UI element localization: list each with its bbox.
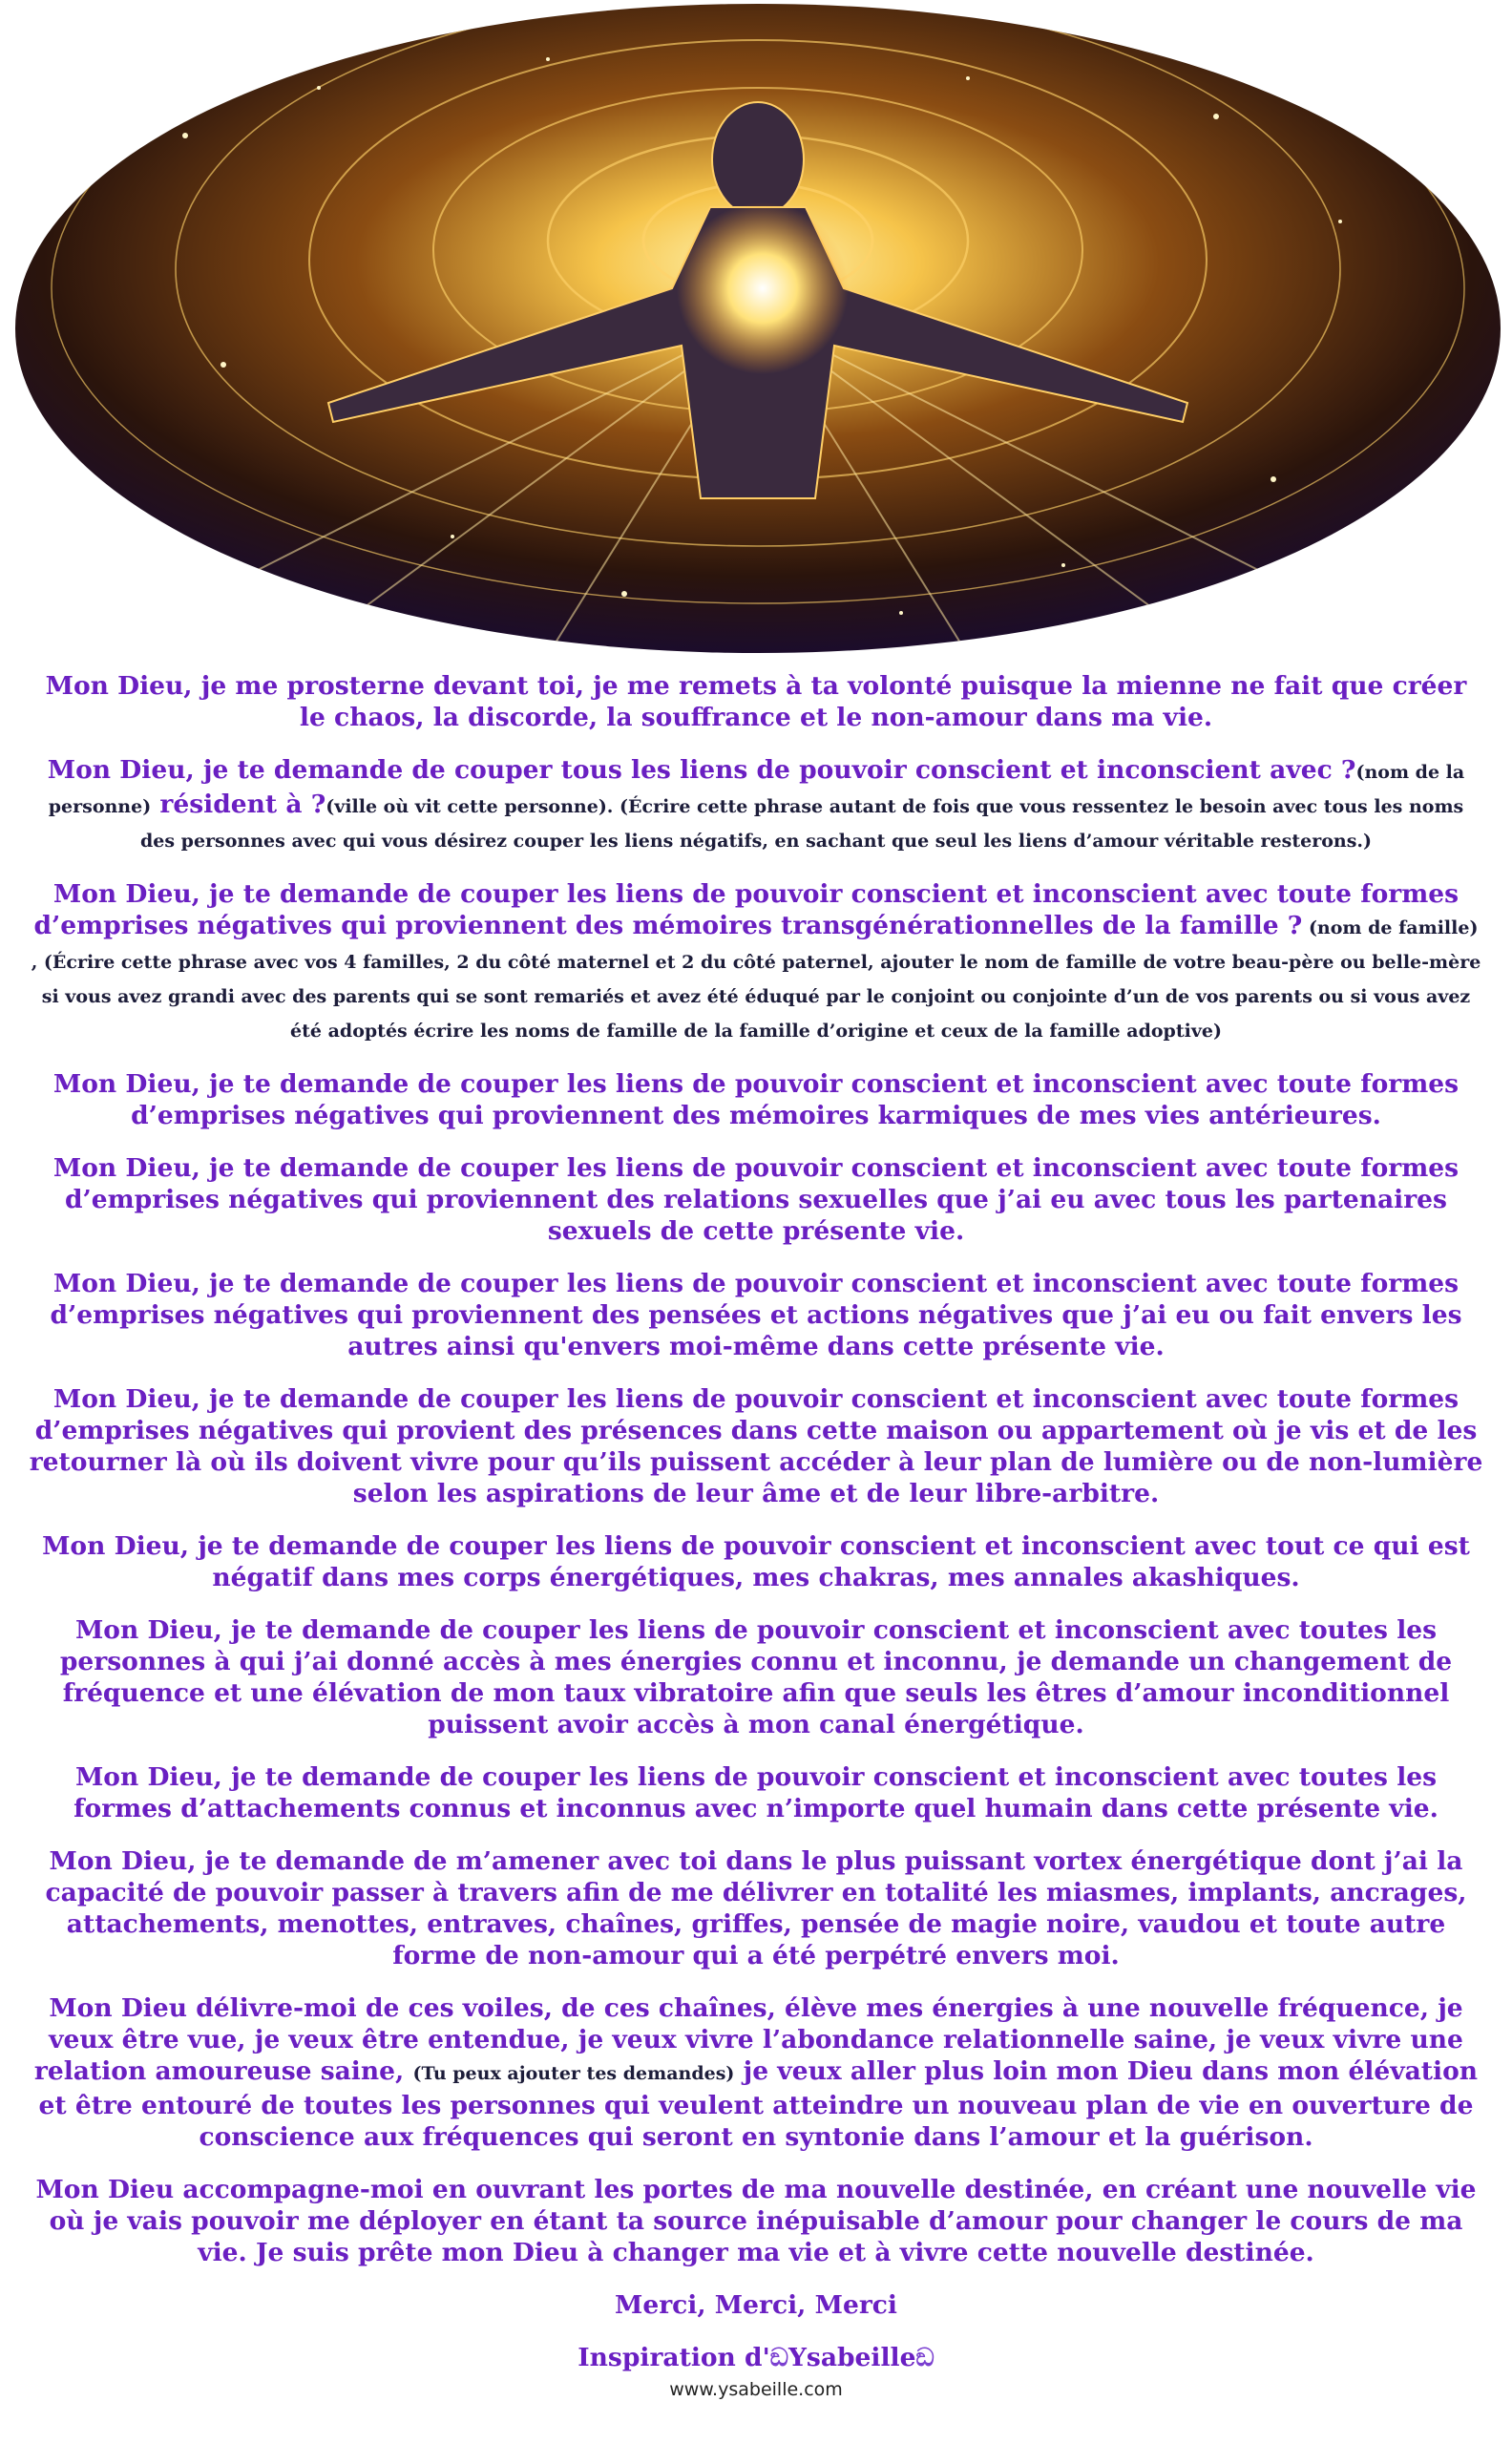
- paragraph-access: [29, 1614, 1483, 1740]
- paragraph-thoughts: [29, 1268, 1483, 1362]
- paragraph-note: (Tu peux ajouter tes demandes): [412, 2063, 735, 2084]
- website: [29, 2374, 1483, 2406]
- paragraph-person-ties: [29, 754, 1483, 857]
- swirl-icon: ඞ: [915, 2344, 934, 2372]
- signature-prefix: Inspiration d': [578, 2343, 770, 2372]
- paragraph-text: Mon Dieu délivre-moi de ces voiles, de ces chaînes, élève mes énergies à une nouvelle fréquence, je veux être vue, je veux être entendue, je veux vivre l’abondance relationnelle saine, je veux vivre une relation amoureuse saine,: [33, 1993, 1463, 2086]
- paragraph-text: je veux aller plus loin mon Dieu dans mon élévation et être entouré de toutes les personnes qui veulent atteindre un nouveau plan de vie en ouverture de conscience aux fréquences qui seront en syntonie dans l’amour et la guérison.: [38, 2056, 1479, 2152]
- website-url: www.ysabeille.com: [669, 2379, 843, 2400]
- paragraph-deliverance: [29, 1992, 1483, 2153]
- signature: [29, 2342, 1483, 2374]
- hero-image: [13, 2, 1502, 655]
- paragraph-text: Mon Dieu, je me prosterne devant toi, je me remets à ta volonté puisque la mienne ne fait que créer le chaos, la discorde, la souffrance et le non-amour dans ma vie.: [45, 671, 1467, 732]
- paragraph-text: Mon Dieu, je te demande de couper les liens de pouvoir conscient et inconscient avec toutes les personnes à qui j’ai donné accès à mes énergies connu et inconnu, je demande un changement de fréquence et une élévation de mon taux vibratoire afin que seuls les êtres d’amour inconditionnel puissent avoir accès à mon canal énergétique.: [59, 1615, 1453, 1739]
- paragraph-text: résident à ?: [151, 790, 326, 819]
- paragraph-text: Mon Dieu, je te demande de couper les liens de pouvoir conscient et inconscient avec tout ce qui est négatif dans mes corps énergétiques, mes chakras, mes annales akashiques.: [42, 1531, 1470, 1592]
- paragraph-text: Mon Dieu, je te demande de couper les liens de pouvoir conscient et inconscient avec toute formes d’emprises négatives qui proviennent des pensées et actions négatives que j’ai eu ou fait envers les autres ainsi qu'envers moi-même dans cette présente vie.: [50, 1269, 1462, 1361]
- prayer-text: [29, 670, 1483, 2427]
- paragraph-attachments: [29, 1761, 1483, 1824]
- paragraph-energy-bodies: [29, 1530, 1483, 1593]
- paragraph-text: Mon Dieu, je te demande de couper les liens de pouvoir conscient et inconscient avec toute formes d’emprises négatives qui proviennent des mémoires karmiques de mes vies antérieures.: [52, 1069, 1460, 1130]
- paragraph-partners: [29, 1152, 1483, 1247]
- thanks-text: Merci, Merci, Merci: [615, 2290, 897, 2320]
- paragraph-presences: [29, 1383, 1483, 1509]
- paragraph-text: Mon Dieu accompagne-moi en ouvrant les portes de ma nouvelle destinée, en créant une nouvelle vie où je vais pouvoir me déployer en étant ta source inépuisable d’amour pour changer le cours de ma vie. Je suis prête mon Dieu à changer ma vie et à vivre cette nouvelle destinée.: [35, 2175, 1477, 2267]
- paragraph-note: (ville où vit cette personne). (Écrire cette phrase autant de fois que vous ressentez le besoin avec tous les noms des personnes avec qui vous désirez couper les liens négatifs, en sachant que seul les liens d’amour véritable resterons.): [139, 796, 1464, 852]
- paragraph-text: Mon Dieu, je te demande de couper les liens de pouvoir conscient et inconscient avec toute formes d’emprises négatives qui proviennent des mémoires transgénérationnelles de la famille ?: [33, 879, 1460, 940]
- thanks-line: [29, 2289, 1483, 2321]
- paragraph-destiny: [29, 2174, 1483, 2268]
- paragraph-note: (nom de famille) , (Écrire cette phrase avec vos 4 familles, 2 du côté maternel et 2 du côté paternel, ajouter le nom de famille de votre beau-père ou belle-mère si vous avez grandi avec des parents qui se sont remariés et avez été éduqué par le conjoint ou conjointe d’un de vos parents ou si vous avez été adoptés écrire les noms de famille de la famille d’origine et ceux de la famille adoptive): [31, 917, 1481, 1042]
- swirl-icon: ඞ: [769, 2344, 788, 2372]
- paragraph-text: Mon Dieu, je te demande de couper les liens de pouvoir conscient et inconscient avec toute formes d’emprises négatives qui proviennent des relations sexuelles que j’ai eu avec tous les partenaires sexuels de cette présente vie.: [52, 1153, 1460, 1246]
- paragraph-prostration: [29, 670, 1483, 733]
- paragraph-text: Mon Dieu, je te demande de couper les liens de pouvoir conscient et inconscient avec toutes les formes d’attachements connus et inconnus avec n’importe quel humain dans cette présente vie.: [74, 1762, 1438, 1823]
- paragraph-text: Mon Dieu, je te demande de couper tous les liens de pouvoir conscient et inconscient avec ?: [47, 755, 1356, 785]
- signature-name: Ysabeille: [788, 2343, 916, 2372]
- paragraph-note: (nom de la personne): [48, 762, 1465, 817]
- paragraph-text: Mon Dieu, je te demande de m’amener avec toi dans le plus puissant vortex énergétique dont j’ai la capacité de pouvoir passer à travers afin de me délivrer en totalité les miasmes, implants, ancrages, attachements, menottes, entraves, chaînes, griffes, pensée de magie noire, vaudou et toute autre forme de non-amour qui a été perpétré envers moi.: [45, 1846, 1467, 1970]
- paragraph-family-memories: [29, 878, 1483, 1047]
- paragraph-text: Mon Dieu, je te demande de couper les liens de pouvoir conscient et inconscient avec toute formes d’emprises négatives qui provient des présences dans cette maison ou appartement où je vis et de les retourner là où ils doivent vivre pour qu’ils puissent accéder à leur plan de lumière ou de non-lumière selon les aspirations de leur âme et de leur libre-arbitre.: [29, 1384, 1483, 1508]
- paragraph-karmic: [29, 1068, 1483, 1131]
- paragraph-vortex: [29, 1845, 1483, 1971]
